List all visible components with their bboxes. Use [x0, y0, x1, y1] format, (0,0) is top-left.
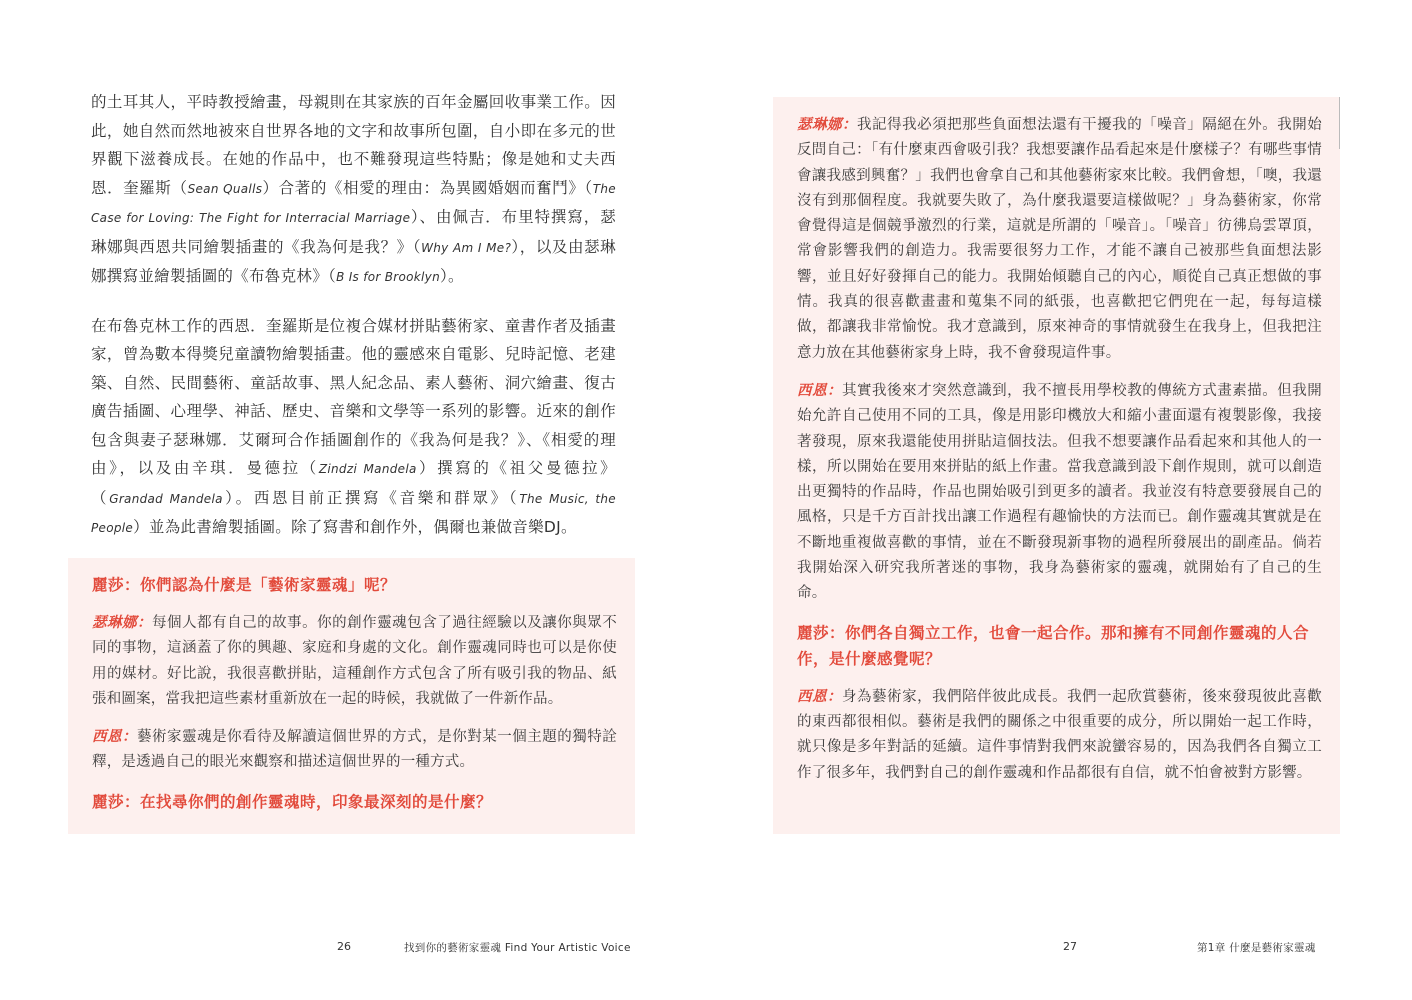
text-run: ）、由佩吉．布里特撰寫，瑟琳娜與西恩共同繪製插畫的《我為何是我？》（ — [91, 208, 616, 256]
latin-title: Sean Qualls — [187, 181, 263, 196]
running-head: 找到你的藝術家靈魂 Find Your Artistic Voice — [404, 942, 631, 954]
speaker-label: 瑟琳娜： — [797, 117, 858, 133]
speaker-label: 瑟琳娜： — [92, 615, 153, 631]
speaker-label: 西恩： — [797, 382, 843, 399]
interview-answer — [797, 379, 1322, 607]
answer-text: 我記得我必須把那些負面想法還有干擾我的「噪音」隔絕在外。我開始反問自己：「有什麼東西會吸引我？我想要讓作品看起來是什麼樣子？有哪些事情會讓我感到興奮？」我們也會拿自己和其他藝術家來比較。我們會想，「噢，我還沒有到那個程度。我就要失敗了，為什麼我還要這樣做呢？」身為藝術家，你常會覺得這是個競爭激烈的行業，這就是所謂的「噪音」。「噪音」彷彿烏雲罩頂，常會影響我們的創造力。我需要很努力工作，才能不讓自己被那些負面想法影響，並且好好發揮自己的能力。我開始傾聽自己的內心，順從自己真正想做的事情。我真的很喜歡畫畫和蒐集不同的紙張，也喜歡把它們兜在一起，每每這樣做，都讓我非常愉悅。我才意識到，原來神奇的事情就發生在我身上，但我把注意力放在其他藝術家身上時，我不會發現這件事。 — [797, 117, 1322, 361]
text-run: 的土耳其人，平時教授繪畫，母親則在其家族的百年金屬回收事業工作。因此，她自然而然地被來自世界各地的文字和故事所包圍，自小即在多元的世界觀下滋養成長。在她的作品中，也不難發現這些特點；像是她和丈夫西恩．奎羅斯（ — [91, 93, 616, 197]
panel-edge-rule — [1339, 97, 1340, 149]
paragraph — [91, 312, 616, 543]
interview-qa — [797, 113, 1322, 799]
answer-text: 其實我後來才突然意識到，我不擅長用學校教的傳統方式畫素描。但我開始允許自己使用不同的工具，像是用影印機放大和縮小畫面還有複製影像，我接著發現，原來我還能使用拼貼這個技法。但我不想要讓作品看起來和其他人的一樣，所以開始在要用來拼貼的紙上作畫。當我意識到設下創作規則，就可以創造出更獨特的作品時，作品也開始吸引到更多的讀者。我並沒有特意要發展自己的風格，只是千方百計找出讓工作過程有趣愉快的方法而已。創作靈魂其實就是在不斷地重複做喜歡的事情，並在不斷發現新事物的過程所發展出的副產品。倘若我開始深入研究我所著迷的事物，我身為藝術家的靈魂，就開始有了自己的生命。 — [797, 382, 1322, 602]
interview-question: 麗莎：你們認為什麼是「藝術家靈魂」呢？ — [92, 576, 397, 594]
interview-answer — [92, 611, 617, 712]
left-body-text — [91, 88, 616, 563]
answer-text: 藝術家靈魂是你看待及解讀這個世界的方式，是你對某一個主題的獨特詮釋，是透過自己的眼光來觀察和描述這個世界的一種方式。 — [92, 729, 617, 771]
text-run: ）。 — [439, 267, 464, 285]
paragraph — [91, 88, 616, 292]
latin-title: The Case for Loving: The Fight for Interracial Marriage — [91, 181, 616, 225]
text-run: ）合著的《相愛的理由：為異國婚姻而奮鬥》（ — [262, 178, 593, 197]
interview-answer — [797, 113, 1322, 366]
interview-qa — [92, 572, 617, 828]
speaker-label: 西恩： — [92, 729, 138, 746]
page-number: 27 — [1063, 940, 1077, 953]
answer-text: 身為藝術家，我們陪伴彼此成長。我們一起欣賞藝術，後來發現彼此喜歡的東西都很相似。藝術是我們的關係之中很重要的成分，所以開始一起工作時，就只像是多年對話的延續。這件事情對我們來說蠻容易的，因為我們各自獨立工作了很多年，我們對自己的創作靈魂和作品都很有自信，就不怕會被對方影響。 — [797, 688, 1322, 781]
text-run: 在布魯克林工作的西恩．奎羅斯是位複合媒材拼貼藝術家、童書作者及插畫家，曾為數本得獎兒童讀物繪製插畫。他的靈感來自電影、兒時記憶、老建築、自然、民間藝術、童話故事、黑人紀念品、素人藝術、洞穴繪畫、復古廣告插圖、心理學、神話、歷史、音樂和文學等一系列的影響。近來的創作包含與妻子瑟琳娜．艾爾珂合作插圖創作的《我為何是我？》、《相愛的理由》，以及由辛琪．曼德拉（ — [91, 316, 616, 477]
interview-panel — [773, 97, 1340, 834]
page-number: 26 — [337, 940, 351, 953]
text-run: ）。西恩目前正撰寫《音樂和群眾》（ — [222, 488, 520, 507]
latin-title: B Is for Brooklyn — [336, 270, 440, 284]
text-run: ）並為此書繪製插圖。除了寫書和創作外，偶爾也兼做音樂DJ。 — [133, 518, 577, 536]
interview-answer — [797, 685, 1322, 786]
interview-panel — [68, 558, 635, 834]
latin-title: Zindzi Mandela — [318, 462, 417, 476]
answer-text: 每個人都有自己的故事。你的創作靈魂包含了過往經驗以及讓你與眾不同的事物，這涵蓋了你的興趣、家庭和身處的文化。創作靈魂同時也可以是你使用的媒材。好比說，我很喜歡拼貼，這種創作方式包含了所有吸引我的物品、紙張和圖案，當我把這些素材重新放在一起的時候，我就做了一件新作品。 — [92, 615, 617, 707]
interview-question: 麗莎：在找尋你們的創作靈魂時，印象最深刻的是什麼？ — [92, 792, 493, 811]
text-run: ）撰寫的《祖父曼德拉》（ — [91, 459, 616, 507]
interview-question: 麗莎：你們各自獨立工作，也會一起合作。那和擁有不同創作靈魂的人合作，是什麼感覺呢？ — [797, 623, 1310, 668]
running-head: 第1章 什麼是藝術家靈魂 — [1197, 942, 1316, 954]
latin-title: Grandad Mandela — [109, 491, 223, 506]
latin-title: Why Am I Me? — [421, 240, 512, 255]
latin-title: The Music, the People — [91, 491, 616, 535]
text-run: ），以及由瑟琳娜撰寫並繪製插圖的《布魯克林》（ — [91, 237, 616, 285]
speaker-label: 西恩： — [797, 688, 843, 705]
right-page — [706, 0, 1412, 1000]
interview-answer — [92, 725, 617, 776]
